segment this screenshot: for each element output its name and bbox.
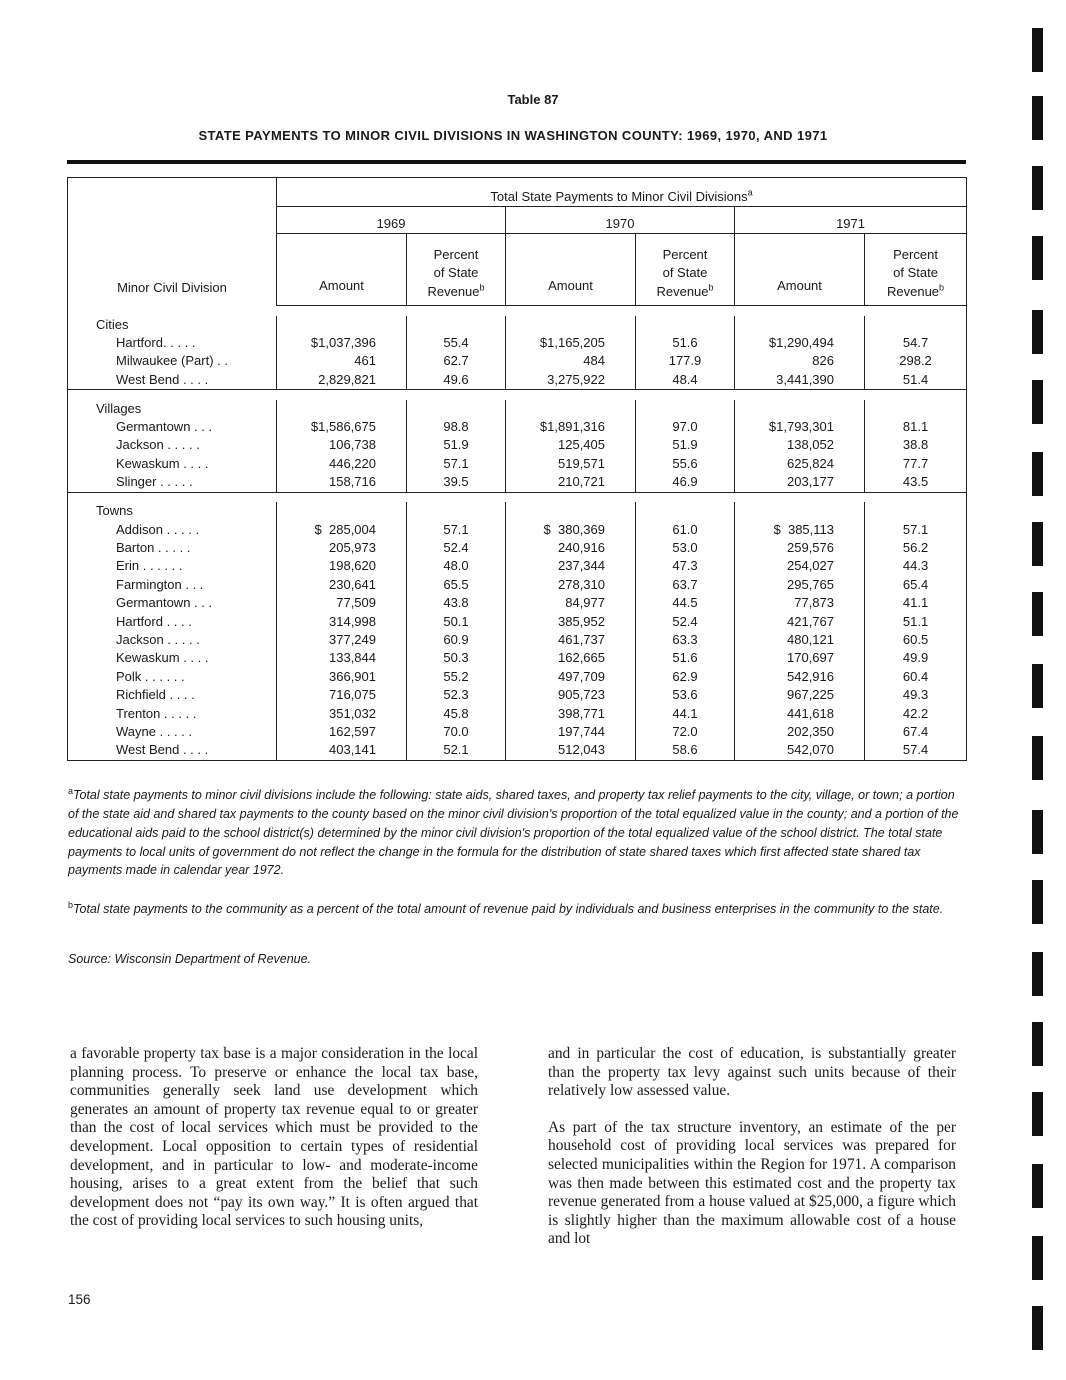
percent-cell: 51.9 [636, 436, 735, 454]
margin-mark [1032, 880, 1043, 924]
percent-cell: 54.7 [865, 334, 967, 352]
percent-cell: 51.9 [407, 436, 506, 454]
margin-mark [1032, 1306, 1043, 1350]
amount-cell: 237,344 [506, 557, 636, 575]
percent-cell: 43.5 [865, 473, 967, 492]
percent-cell: 48.0 [407, 557, 506, 575]
table-row [68, 473, 967, 492]
division-name: Kewaskum . . . . [68, 455, 277, 473]
section-label: Towns [68, 502, 277, 520]
amount-cell: 403,141 [277, 741, 407, 760]
year-1971: 1971 [735, 207, 967, 234]
section-header-row [68, 400, 967, 418]
percent-cell: 49.6 [407, 371, 506, 390]
amount-cell: 295,765 [735, 576, 865, 594]
amount-cell: $1,290,494 [735, 334, 865, 352]
percent-cell: 60.9 [407, 631, 506, 649]
col-division-header: Minor Civil Division [68, 178, 277, 306]
amount-cell: 106,738 [277, 436, 407, 454]
table-label: Table 87 [507, 92, 559, 107]
amount-cell: 240,916 [506, 539, 636, 557]
margin-mark [1032, 952, 1043, 996]
amount-cell: 198,620 [277, 557, 407, 575]
amount-cell: $1,586,675 [277, 418, 407, 436]
amount-cell: 2,829,821 [277, 371, 407, 390]
amount-cell: 542,070 [735, 741, 865, 760]
percent-cell: 50.1 [407, 613, 506, 631]
amount-cell: 519,571 [506, 455, 636, 473]
section-header-row [68, 502, 967, 520]
percent-cell: 72.0 [636, 723, 735, 741]
page-number: 156 [68, 1292, 91, 1307]
amount-cell: $ 385,113 [735, 521, 865, 539]
amount-cell: 441,618 [735, 705, 865, 723]
amount-cell: 3,441,390 [735, 371, 865, 390]
source-note: Source: Wisconsin Department of Revenue. [68, 952, 312, 966]
percent-cell: 98.8 [407, 418, 506, 436]
percent-cell: 60.4 [865, 668, 967, 686]
percent-cell: 52.3 [407, 686, 506, 704]
percent-cell: 55.2 [407, 668, 506, 686]
percent-cell: 46.9 [636, 473, 735, 492]
footnote-b: $^b$Total state payments to the community as a percent of the total amount of revenue paid by individuals and business enterprises in the community to the state. [68, 900, 944, 917]
division-name: Polk . . . . . . [68, 668, 277, 686]
amount-cell: 230,641 [277, 576, 407, 594]
amount-cell: 446,220 [277, 455, 407, 473]
amount-cell: 716,075 [277, 686, 407, 704]
percent-cell: 50.3 [407, 649, 506, 667]
amount-cell: $ 380,369 [506, 521, 636, 539]
percent-cell: 56.2 [865, 539, 967, 557]
body-column-right [548, 1045, 956, 1249]
division-name: Richfield . . . . [68, 686, 277, 704]
percent-cell: 77.7 [865, 455, 967, 473]
amount-cell: 254,027 [735, 557, 865, 575]
amount-cell: 625,824 [735, 455, 865, 473]
body-column-left: a favorable property tax base is a major consideration in the local planning process. To preserve or enhance the local tax base, communities generally seek land use development which generates an amount of property tax revenue equal to or greater than the cost of local services which must be provided to the development. Local opposition to certain types of residential development, and in particular to low- and moderate-income housing, arises to a great extent from the belief that such development does not “pay its own way.” It is often argued that the cost of providing local services to such housing units, [70, 1045, 478, 1230]
percent-cell: 60.5 [865, 631, 967, 649]
table-row [68, 418, 967, 436]
division-name: West Bend . . . . [68, 741, 277, 760]
margin-mark [1032, 28, 1043, 72]
table-row [68, 594, 967, 612]
percent-cell: 57.1 [407, 455, 506, 473]
amount-cell: 125,405 [506, 436, 636, 454]
table-row [68, 521, 967, 539]
amount-cell: 461 [277, 352, 407, 370]
amount-cell: $1,793,301 [735, 418, 865, 436]
margin-mark [1032, 452, 1043, 496]
margin-mark [1032, 310, 1043, 354]
percent-cell: 63.3 [636, 631, 735, 649]
percent-cell: 97.0 [636, 418, 735, 436]
table-row [68, 741, 967, 760]
amount-cell: 133,844 [277, 649, 407, 667]
division-name: Germantown . . . [68, 594, 277, 612]
margin-mark [1032, 1022, 1043, 1066]
division-name: Barton . . . . . [68, 539, 277, 557]
amount-cell: 398,771 [506, 705, 636, 723]
amount-cell: $ 285,004 [277, 521, 407, 539]
amount-cell: 484 [506, 352, 636, 370]
amount-cell: $1,037,396 [277, 334, 407, 352]
table-row [68, 557, 967, 575]
percent-cell: 44.1 [636, 705, 735, 723]
division-name: Erin . . . . . . [68, 557, 277, 575]
margin-marks [1032, 0, 1046, 1380]
percent-cell: 45.8 [407, 705, 506, 723]
amount-cell: 197,744 [506, 723, 636, 741]
margin-mark [1032, 736, 1043, 780]
amount-cell: 202,350 [735, 723, 865, 741]
amount-cell: 377,249 [277, 631, 407, 649]
percent-cell: 51.6 [636, 334, 735, 352]
amount-cell: 170,697 [735, 649, 865, 667]
amount-cell: 905,723 [506, 686, 636, 704]
amount-cell: 826 [735, 352, 865, 370]
table-row [68, 334, 967, 352]
table-row [68, 649, 967, 667]
percent-cell: 298.2 [865, 352, 967, 370]
amount-cell: 314,998 [277, 613, 407, 631]
percent-cell: 57.1 [407, 521, 506, 539]
division-name: Wayne . . . . . [68, 723, 277, 741]
percent-cell: 51.6 [636, 649, 735, 667]
percent-cell: 49.9 [865, 649, 967, 667]
percent-header: Percent of State Revenue$^b$ [865, 234, 967, 306]
table-row [68, 436, 967, 454]
percent-cell: 44.3 [865, 557, 967, 575]
margin-mark [1032, 166, 1043, 210]
percent-cell: 58.6 [636, 741, 735, 760]
percent-cell: 62.7 [407, 352, 506, 370]
table-row [68, 613, 967, 631]
margin-mark [1032, 236, 1043, 280]
amount-cell: 512,043 [506, 741, 636, 760]
percent-cell: 57.4 [865, 741, 967, 760]
percent-cell: 81.1 [865, 418, 967, 436]
amount-cell: 542,916 [735, 668, 865, 686]
division-name: Germantown . . . [68, 418, 277, 436]
percent-cell: 38.8 [865, 436, 967, 454]
amount-cell: 461,737 [506, 631, 636, 649]
table-body [68, 306, 967, 761]
year-1969: 1969 [277, 207, 506, 234]
amount-cell: 421,767 [735, 613, 865, 631]
percent-cell: 63.7 [636, 576, 735, 594]
amount-cell: 138,052 [735, 436, 865, 454]
margin-mark [1032, 380, 1043, 424]
margin-mark [1032, 1236, 1043, 1280]
table-row [68, 686, 967, 704]
section-header-row [68, 316, 967, 334]
amount-header: Amount [735, 234, 865, 306]
percent-header: Percent of State Revenue$^b$ [407, 234, 506, 306]
percent-cell: 65.4 [865, 576, 967, 594]
amount-header: Amount [506, 234, 636, 306]
title-rule [67, 160, 966, 164]
percent-cell: 39.5 [407, 473, 506, 492]
table-row [68, 539, 967, 557]
percent-cell: 62.9 [636, 668, 735, 686]
margin-mark [1032, 592, 1043, 636]
amount-cell: 162,665 [506, 649, 636, 667]
amount-cell: 77,509 [277, 594, 407, 612]
percent-cell: 57.1 [865, 521, 967, 539]
year-1970: 1970 [506, 207, 735, 234]
amount-cell: 497,709 [506, 668, 636, 686]
percent-cell: 48.4 [636, 371, 735, 390]
division-name: Slinger . . . . . [68, 473, 277, 492]
amount-cell: 77,873 [735, 594, 865, 612]
table-row [68, 723, 967, 741]
percent-cell: 47.3 [636, 557, 735, 575]
division-name: Trenton . . . . . [68, 705, 277, 723]
percent-cell: 53.6 [636, 686, 735, 704]
percent-cell: 65.5 [407, 576, 506, 594]
division-name: West Bend . . . . [68, 371, 277, 390]
percent-cell: 61.0 [636, 521, 735, 539]
amount-cell: $1,165,205 [506, 334, 636, 352]
margin-mark [1032, 1092, 1043, 1136]
division-name: Hartford . . . . [68, 613, 277, 631]
percent-cell: 43.8 [407, 594, 506, 612]
percent-cell: 70.0 [407, 723, 506, 741]
division-name: Milwaukee (Part) . . [68, 352, 277, 370]
percent-cell: 41.1 [865, 594, 967, 612]
percent-cell: 55.6 [636, 455, 735, 473]
amount-cell: 480,121 [735, 631, 865, 649]
percent-cell: 44.5 [636, 594, 735, 612]
percent-cell: 67.4 [865, 723, 967, 741]
percent-cell: 51.1 [865, 613, 967, 631]
amount-cell: 278,310 [506, 576, 636, 594]
group-header: Total State Payments to Minor Civil Divisions$^a$ [277, 178, 967, 207]
division-name: Jackson . . . . . [68, 436, 277, 454]
table-row [68, 371, 967, 390]
table-row [68, 455, 967, 473]
percent-cell: 49.3 [865, 686, 967, 704]
amount-cell: 84,977 [506, 594, 636, 612]
amount-cell: 210,721 [506, 473, 636, 492]
amount-cell: 351,032 [277, 705, 407, 723]
amount-cell: $1,891,316 [506, 418, 636, 436]
division-name: Addison . . . . . [68, 521, 277, 539]
table-row [68, 352, 967, 370]
amount-cell: 203,177 [735, 473, 865, 492]
amount-cell: 259,576 [735, 539, 865, 557]
margin-mark [1032, 522, 1043, 566]
amount-header: Amount [277, 234, 407, 306]
percent-cell: 52.1 [407, 741, 506, 760]
division-name: Kewaskum . . . . [68, 649, 277, 667]
amount-cell: 205,973 [277, 539, 407, 557]
amount-cell: 385,952 [506, 613, 636, 631]
body-paragraph: As part of the tax structure inventory, an estimate of the per household cost of providing local services was prepared for selected municipalities within the Region for 1971. A comparison was then made between this estimated cost and the property tax revenue generated from a house valued at $25,000, a figure which is slightly higher than the maximum allowable cost of a house and lot [548, 1118, 956, 1248]
margin-mark [1032, 810, 1043, 854]
division-name: Hartford. . . . . [68, 334, 277, 352]
amount-cell: 158,716 [277, 473, 407, 492]
percent-cell: 53.0 [636, 539, 735, 557]
table-row [68, 668, 967, 686]
percent-cell: 55.4 [407, 334, 506, 352]
section-label: Villages [68, 400, 277, 418]
amount-cell: 3,275,922 [506, 371, 636, 390]
division-name: Farmington . . . [68, 576, 277, 594]
payments-table [67, 177, 967, 761]
percent-cell: 52.4 [407, 539, 506, 557]
percent-cell: 177.9 [636, 352, 735, 370]
footnote-a: $^a$Total state payments to minor civil divisions include the following: state aids, shared taxes, and property tax relief payments to the city, village, or town; a portion of the state aid and shared tax payments to the county based on the minor civil division's proportion of the total equalized value in the county; and a portion of the educational aids paid to the school district(s) determined by the minor civil division's proportion of the total equalized value of the school district. The total state payments to local units of government do not reflect the change in the formula for the distribution of state shared taxes which first affected state shared tax payments made in calendar year 1972. [68, 786, 959, 878]
percent-cell: 51.4 [865, 371, 967, 390]
table-row [68, 705, 967, 723]
percent-cell: 42.2 [865, 705, 967, 723]
margin-mark [1032, 1164, 1043, 1208]
table-row [68, 631, 967, 649]
table-row [68, 576, 967, 594]
margin-mark [1032, 664, 1043, 708]
amount-cell: 967,225 [735, 686, 865, 704]
division-name: Jackson . . . . . [68, 631, 277, 649]
table-title: STATE PAYMENTS TO MINOR CIVIL DIVISIONS IN WASHINGTON COUNTY: 1969, 1970, AND 1971 [198, 128, 828, 143]
amount-cell: 366,901 [277, 668, 407, 686]
amount-cell: 162,597 [277, 723, 407, 741]
body-paragraph: and in particular the cost of education, is substantially greater than the property tax levy against such units because of their relatively low assessed value. [548, 1045, 956, 1100]
percent-cell: 52.4 [636, 613, 735, 631]
section-label: Cities [68, 316, 277, 334]
percent-header: Percent of State Revenue$^b$ [636, 234, 735, 306]
